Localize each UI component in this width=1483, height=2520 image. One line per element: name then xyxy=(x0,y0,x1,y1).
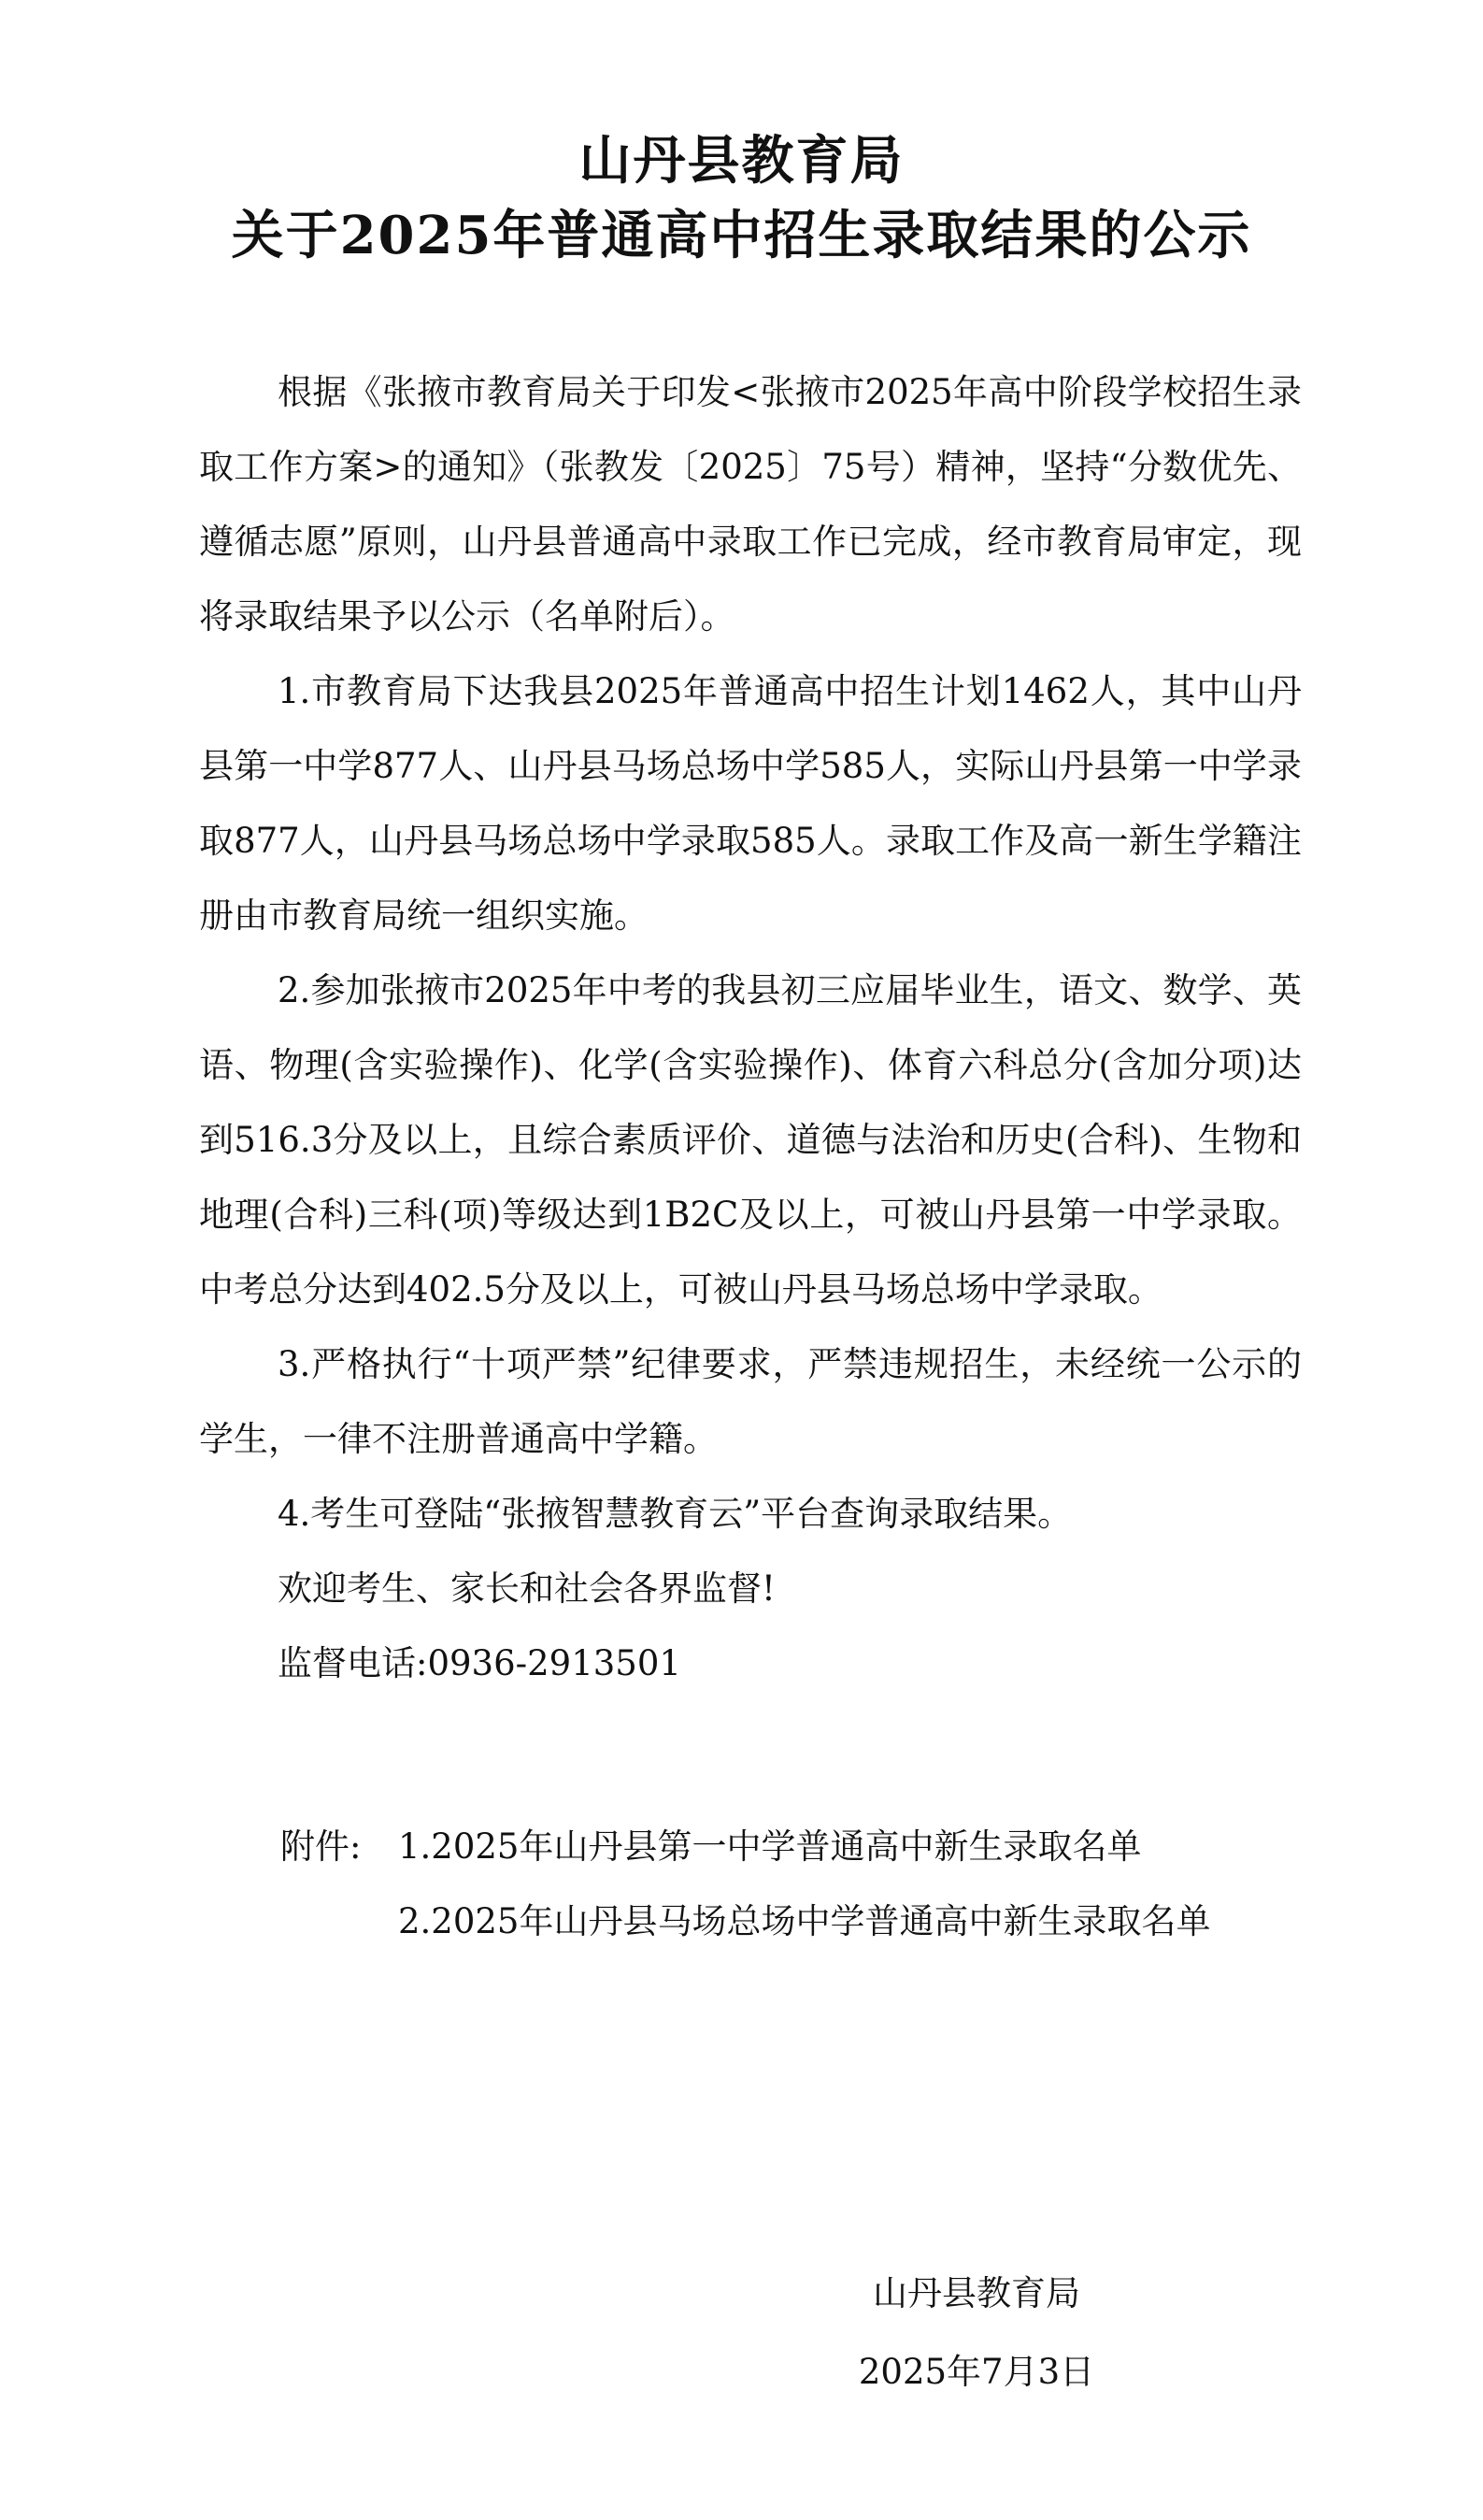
paragraph-item-2: 2.参加张掖市2025年中考的我县初三应届毕业生，语文、数学、英语、物理(含实验操作)、化学(含实验操作)、体育六科总分(含加分项)达到516.3分及以上，且综合素质评价、道德与法治和历史(合科)、生物和地理(合科)三科(项)等级达到1B2C及以上，可被山丹县第一中学录取。中考总分达到402.5分及以上，可被山丹县马场总场中学录取。 xyxy=(199,970,1302,1310)
paragraph-item-3: 3.严格执行“十项严禁”纪律要求，严禁违规招生，未经统一公示的学生，一律不注册普通高中学籍。 xyxy=(199,1344,1302,1459)
paragraph-phone: 监督电话:0936-2913501 xyxy=(278,1643,681,1683)
title-line-2: 关于2025年普通高中招生录取结果的公示 xyxy=(231,205,1252,266)
paragraph-welcome: 欢迎考生、家长和社会各界监督! xyxy=(278,1568,776,1609)
paragraph-intro: 根据《张掖市教育局关于印发<张掖市2025年高中阶段学校招生录取工作方案>的通知》（张教发〔2025〕75号）精神，坚持“分数优先、遵循志愿”原则，山丹县普通高中录取工作已完成，经市教育局审定，现将录取结果予以公示（名单附后）。 xyxy=(199,372,1302,637)
attachments-block xyxy=(280,1810,1210,1959)
paragraph-item-1: 1.市教育局下达我县2025年普通高中招生计划1462人，其中山丹县第一中学877人、山丹县马场总场中学585人，实际山丹县第一中学录取877人，山丹县马场总场中学录取585人。录取工作及高一新生学籍注册由市教育局统一组织实施。 xyxy=(199,671,1302,936)
signature-date: 2025年7月3日 xyxy=(858,2352,1095,2392)
signature-organization: 山丹县教育局 xyxy=(873,2273,1080,2313)
paragraph-item-4: 4.考生可登陆“张掖智慧教育云”平台查询录取结果。 xyxy=(278,1494,1073,1534)
attachment-row-2 xyxy=(280,1884,1210,1959)
title-line-1: 山丹县教育局 xyxy=(578,130,905,192)
attachment-item-2: 2.2025年山丹县马场总场中学普通高中新生录取名单 xyxy=(398,1901,1211,1941)
document-body xyxy=(199,355,1302,1701)
attachments-label: 附件: xyxy=(280,1826,362,1867)
attachment-item-1: 1.2025年山丹县第一中学普通高中新生录取名单 xyxy=(398,1826,1142,1867)
attachment-row-1 xyxy=(280,1810,1210,1884)
